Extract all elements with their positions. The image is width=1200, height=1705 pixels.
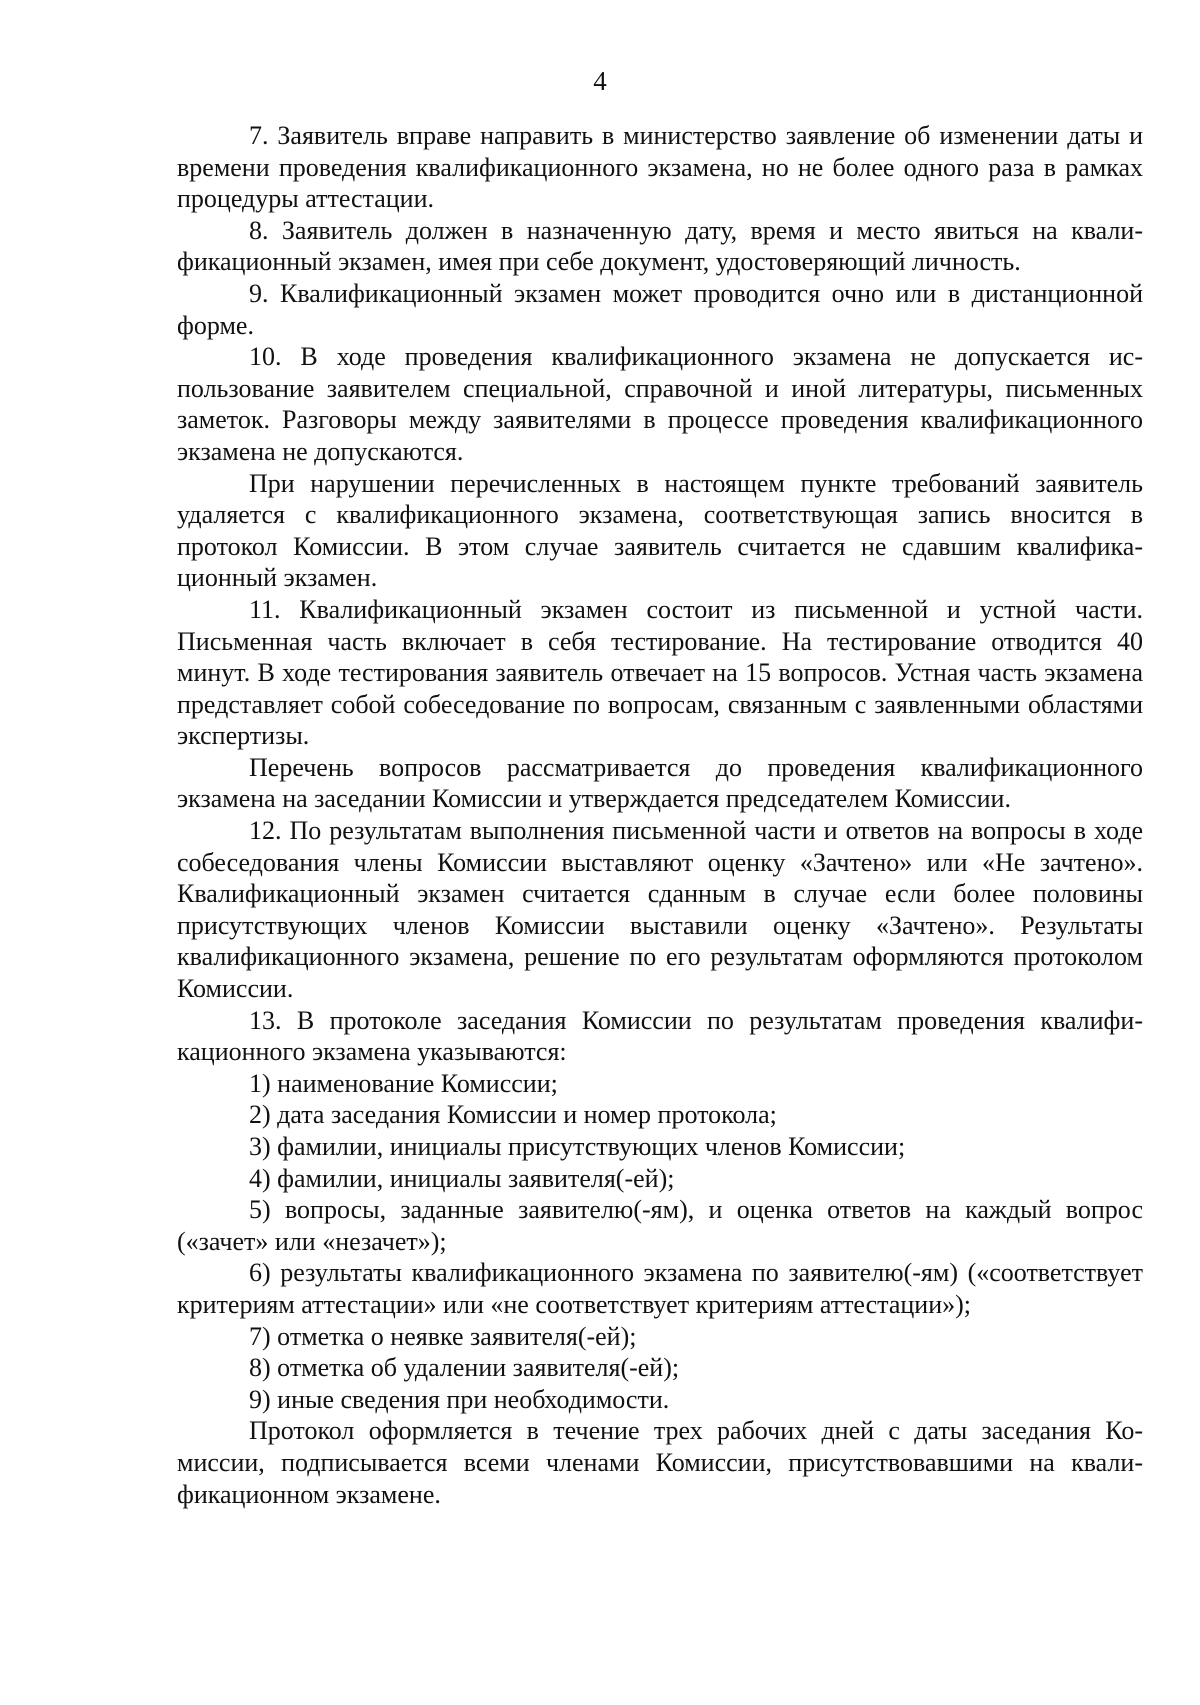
paragraph-10-violations: При нарушении перечисленных в настоящем пункте требований заявитель удаляется с квалификационного экзамена, соответствующая запись вносится в протокол Комиссии. В этом случае заявитель считается не сдавшим квалификационный экзамен. [177,468,1143,593]
paragraph-13: 13. В протоколе заседания Комиссии по результатам проведения квалификационного экзамена указываются: [177,1005,1143,1067]
paragraph-12: 12. По результатам выполнения письменной части и ответов на вопросы в ходе собеседования члены Комиссии выставляют оценку «Зачтено» или «Не зачтено». Квалификационный экзамен считается сданным в случае если более половины присутствующих членов Комиссии выставили оценку «Зачтено». Результаты квалификационного экзамена, решение по его результатам оформляются протоколом Комиссии. [177,816,1143,1004]
paragraph-7: 7. Заявитель вправе направить в министерство заявление об изменении даты и времени проведения квалификационного экзамена, но не более одного раза в рамках процедуры аттестации. [177,121,1143,214]
paragraph-11: 11. Квалификационный экзамен состоит из письменной и устной части. Письменная часть включает в себя тестирование. На тестирование отводится 40 минут. В ходе тестирования заявитель отвечает на 15 вопросов. Устная часть экзамена представляет собой собеседование по вопросам, связанным с заявленными областями экспертизы. [177,594,1143,751]
list-item: 2) дата заседания Комиссии и номер протокола; [249,1100,777,1130]
closing-paragraph: Протокол оформляется в течение трех рабочих дней с даты заседания Комиссии, подписывается всеми членами Комиссии, присутствовавшими на квалификационном экзамене. [177,1416,1143,1509]
list-item: 5) вопросы, заданные заявителю(-ям), и оценка ответов на каждый вопрос («зачет» или «незачет»); [177,1195,1143,1256]
list-item: 9) иные сведения при необходимости. [249,1384,670,1414]
page-number: 4 [593,66,607,96]
paragraph-9: 9. Квалификационный экзамен может проводится очно или в дистанционной форме. [177,278,1143,340]
paragraph-11-questions: Перечень вопросов рассматривается до проведения квалификационного экзамена на заседании Комиссии и утверждается председателем Комиссии. [177,752,1143,814]
list-item: 6) результаты квалификационного экзамена по заявителю(-ям) («соответствует критериям аттестации» или «не соответствует критериям аттестации»); [177,1258,1143,1319]
list-item: 1) наименование Комиссии; [249,1068,558,1098]
paragraph-8: 8. Заявитель должен в назначенную дату, время и место явиться на квалификационный экзамен, имея при себе документ, удостоверяющий личность. [177,215,1143,277]
list-item: 7) отметка о неявке заявителя(-ей); [249,1321,637,1351]
list-item: 3) фамилии, инициалы присутствующих членов Комиссии; [249,1132,906,1161]
document-body [177,120,1143,1510]
list-item: 8) отметка об удалении заявителя(-ей); [249,1353,680,1383]
list-item: 4) фамилии, инициалы заявителя(-ей); [249,1163,675,1193]
paragraph-10: 10. В ходе проведения квалификационного экзамена не допускается использование заявителем специальной, справочной и иной литературы, письменных заметок. Разговоры между заявителями в процессе проведения квалификационного экзамена не допускаются. [177,342,1143,466]
